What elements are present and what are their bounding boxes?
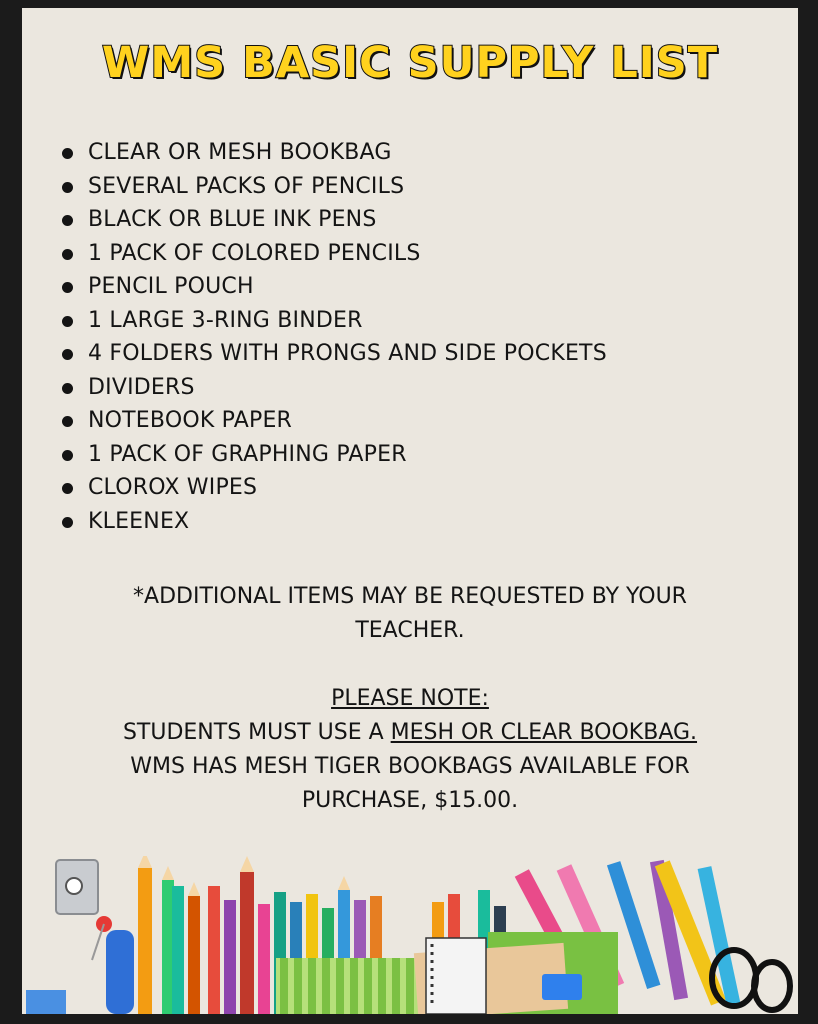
list-item — [60, 136, 607, 170]
list-item-label: CLOROX WIPES — [88, 475, 258, 500]
list-item — [60, 304, 607, 338]
requirement-emphasis: MESH OR CLEAR BOOKBAG. — [390, 720, 698, 745]
list-item-label: SEVERAL PACKS OF PENCILS — [88, 173, 405, 199]
page-title: WMS BASIC SUPPLY LIST — [101, 38, 719, 88]
tiger-bookbag-note: WMS HAS MESH TIGER BOOKBAGS AVAILABLE FOR — [130, 754, 690, 779]
list-item — [60, 270, 607, 304]
list-item-label: NOTEBOOK PAPER — [88, 408, 293, 433]
bookbag-requirement — [22, 716, 798, 750]
list-item-label: DIVIDERS — [88, 374, 195, 400]
please-note-heading: PLEASE NOTE: — [331, 686, 489, 711]
bullet-icon — [62, 249, 73, 260]
bullet-icon — [62, 416, 73, 427]
bullet-icon — [62, 148, 73, 159]
list-item-label: CLEAR OR MESH BOOKBAG — [88, 140, 392, 165]
list-item — [60, 203, 607, 237]
bullet-icon — [62, 450, 73, 461]
pencil-sharpener-icon — [56, 860, 98, 914]
list-item — [60, 471, 607, 505]
list-item — [60, 337, 607, 371]
supply-list — [60, 136, 607, 538]
supply-list-card — [22, 8, 798, 1014]
eraser-icon — [542, 974, 582, 1000]
bullet-icon — [62, 383, 73, 394]
purchase-price-note: PURCHASE, $15.00. — [301, 788, 519, 813]
list-item — [60, 237, 607, 271]
school-supplies-illustration — [22, 856, 798, 1014]
bullet-icon — [62, 282, 73, 293]
list-item-label: 1 PACK OF COLORED PENCILS — [88, 240, 421, 266]
list-item-label: 1 PACK OF GRAPHING PAPER — [88, 441, 407, 467]
marker-icon — [106, 930, 134, 1014]
list-item-label: KLEENEX — [88, 508, 190, 534]
bullet-icon — [62, 215, 73, 226]
binder-clip-icon — [26, 990, 66, 1014]
list-item-label: PENCIL POUCH — [88, 274, 254, 299]
spiral-notepad-icon — [426, 938, 486, 1014]
list-item-label: 1 LARGE 3-RING BINDER — [88, 307, 363, 333]
please-note-body — [22, 716, 798, 818]
list-item — [60, 404, 607, 438]
list-item-label: BLACK OR BLUE INK PENS — [88, 207, 377, 232]
bullet-icon — [62, 182, 73, 193]
bullet-icon — [62, 316, 73, 327]
list-item-label: 4 FOLDERS WITH PRONGS AND SIDE POCKETS — [88, 341, 607, 366]
list-item — [60, 170, 607, 204]
additional-items-note: *ADDITIONAL ITEMS MAY BE REQUESTED BY YOUR TEACHER. — [133, 584, 687, 643]
list-item — [60, 371, 607, 405]
requirement-prefix: STUDENTS MUST USE A — [122, 720, 391, 745]
bullet-icon — [62, 349, 73, 360]
bullet-icon — [62, 517, 73, 528]
list-item — [60, 505, 607, 539]
list-item — [60, 438, 607, 472]
bullet-icon — [62, 483, 73, 494]
